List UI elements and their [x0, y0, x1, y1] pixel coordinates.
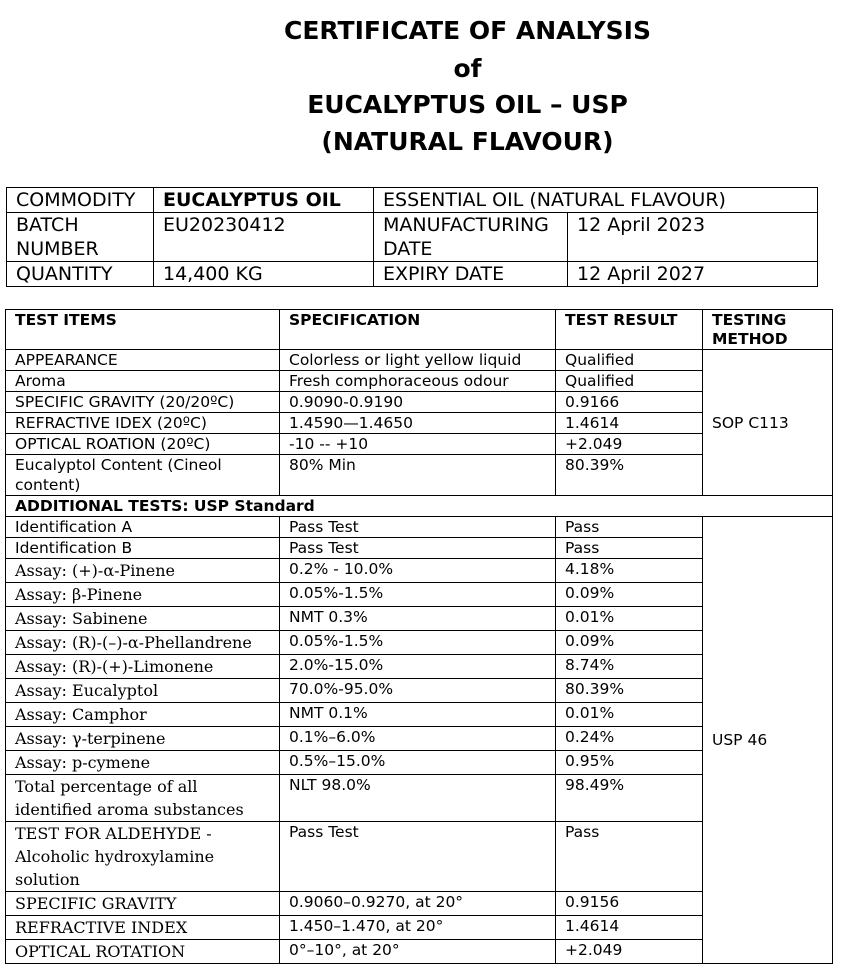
test-item: Total percentage of all identified aroma substances	[6, 775, 280, 822]
header-specification: SPECIFICATION	[280, 310, 556, 350]
batch-label: BATCH NUMBER	[7, 213, 154, 262]
test-spec: Fresh comphoraceous odour	[280, 371, 556, 392]
test-result: Qualified	[556, 350, 703, 371]
test-result: 1.4614	[556, 413, 703, 434]
test-result: Pass	[556, 517, 703, 538]
product-subtitle: (NATURAL FLAVOUR)	[321, 127, 614, 156]
test-spec: 0.1%–6.0%	[280, 727, 556, 751]
test-item: OPTICAL ROATION (20ºC)	[6, 434, 280, 455]
quantity-label: QUANTITY	[7, 262, 154, 287]
test-spec: 0.5%–15.0%	[280, 751, 556, 775]
test-spec: NLT 98.0%	[280, 775, 556, 822]
test-result: 0.9156	[556, 892, 703, 916]
batch-value: EU20230412	[154, 213, 374, 262]
test-item: OPTICAL ROTATION	[6, 940, 280, 964]
test-spec: 0°–10°, at 20°	[280, 940, 556, 964]
header-testing-method: TESTING METHOD	[703, 310, 833, 350]
test-result: 0.01%	[556, 703, 703, 727]
test-spec: 0.05%-1.5%	[280, 631, 556, 655]
product-info-table	[6, 187, 818, 287]
test-item: REFRACTIVE IDEX (20ºC)	[6, 413, 280, 434]
test-results-table	[5, 309, 833, 964]
test-result: 0.95%	[556, 751, 703, 775]
test-spec: 70.0%-95.0%	[280, 679, 556, 703]
method-usp: USP 46	[703, 517, 833, 964]
test-result: 80.39%	[556, 455, 703, 496]
quantity-value: 14,400 KG	[154, 262, 374, 287]
product-title: EUCALYPTUS OIL – USP	[307, 90, 628, 119]
info-row-batch	[7, 213, 818, 262]
test-spec: 80% Min	[280, 455, 556, 496]
test-item: Assay: (R)-(+)-Limonene	[6, 655, 280, 679]
test-result: Pass	[556, 538, 703, 559]
test-spec: 0.05%-1.5%	[280, 583, 556, 607]
manufacturing-date-value: 12 April 2023	[568, 213, 818, 262]
test-item: Identification A	[6, 517, 280, 538]
test-spec: Pass Test	[280, 822, 556, 892]
test-result: 0.09%	[556, 583, 703, 607]
info-row-quantity	[7, 262, 818, 287]
test-spec: 0.9090-0.9190	[280, 392, 556, 413]
test-spec: -10 -- +10	[280, 434, 556, 455]
test-result: +2.049	[556, 940, 703, 964]
test-spec: Colorless or light yellow liquid	[280, 350, 556, 371]
test-item: Eucalyptol Content (Cineol content)	[6, 455, 280, 496]
test-spec: NMT 0.3%	[280, 607, 556, 631]
table-row	[6, 350, 833, 371]
test-result: 0.9166	[556, 392, 703, 413]
test-result: 8.74%	[556, 655, 703, 679]
test-table-header	[6, 310, 833, 350]
commodity-label: COMMODITY	[7, 188, 154, 213]
test-result: 4.18%	[556, 559, 703, 583]
test-spec: 2.0%-15.0%	[280, 655, 556, 679]
expiry-date-label: EXPIRY DATE	[374, 262, 568, 287]
manufacturing-date-label: MANUFACTURING DATE	[374, 213, 568, 262]
test-spec: Pass Test	[280, 538, 556, 559]
test-spec: Pass Test	[280, 517, 556, 538]
test-spec: 0.2% - 10.0%	[280, 559, 556, 583]
test-item: Assay: β-Pinene	[6, 583, 280, 607]
method-sop: SOP C113	[703, 350, 833, 496]
commodity-value: EUCALYPTUS OIL	[154, 188, 374, 213]
document-title: CERTIFICATE OF ANALYSIS	[284, 16, 651, 45]
test-item: Assay: Eucalyptol	[6, 679, 280, 703]
header-test-items: TEST ITEMS	[6, 310, 280, 350]
test-item: Assay: p-cymene	[6, 751, 280, 775]
test-result: Qualified	[556, 371, 703, 392]
test-item: SPECIFIC GRAVITY (20/20ºC)	[6, 392, 280, 413]
table-row	[6, 517, 833, 538]
test-result: 80.39%	[556, 679, 703, 703]
commodity-description: ESSENTIAL OIL (NATURAL FLAVOUR)	[374, 188, 818, 213]
test-item: REFRACTIVE INDEX	[6, 916, 280, 940]
additional-tests-section	[6, 496, 833, 517]
test-item: Assay: (+)-α-Pinene	[6, 559, 280, 583]
test-spec: NMT 0.1%	[280, 703, 556, 727]
test-result: 0.01%	[556, 607, 703, 631]
expiry-date-value: 12 April 2027	[568, 262, 818, 287]
test-item: Assay: (R)-(–)-α-Phellandrene	[6, 631, 280, 655]
test-item: APPEARANCE	[6, 350, 280, 371]
info-row-commodity	[7, 188, 818, 213]
test-result: 1.4614	[556, 916, 703, 940]
test-item: Assay: Sabinene	[6, 607, 280, 631]
section-label: ADDITIONAL TESTS: USP Standard	[6, 496, 833, 517]
test-spec: 1.4590—1.4650	[280, 413, 556, 434]
test-item: Aroma	[6, 371, 280, 392]
title-of: of	[453, 54, 482, 83]
test-item: Assay: γ-terpinene	[6, 727, 280, 751]
test-item: Assay: Camphor	[6, 703, 280, 727]
test-result: Pass	[556, 822, 703, 892]
test-result: 98.49%	[556, 775, 703, 822]
test-result: +2.049	[556, 434, 703, 455]
test-item: Identification B	[6, 538, 280, 559]
test-result: 0.09%	[556, 631, 703, 655]
test-spec: 1.450–1.470, at 20°	[280, 916, 556, 940]
test-item: SPECIFIC GRAVITY	[6, 892, 280, 916]
test-item: TEST FOR ALDEHYDE - Alcoholic hydroxylamine solution	[6, 822, 280, 892]
header-test-result: TEST RESULT	[556, 310, 703, 350]
test-spec: 0.9060–0.9270, at 20°	[280, 892, 556, 916]
test-result: 0.24%	[556, 727, 703, 751]
